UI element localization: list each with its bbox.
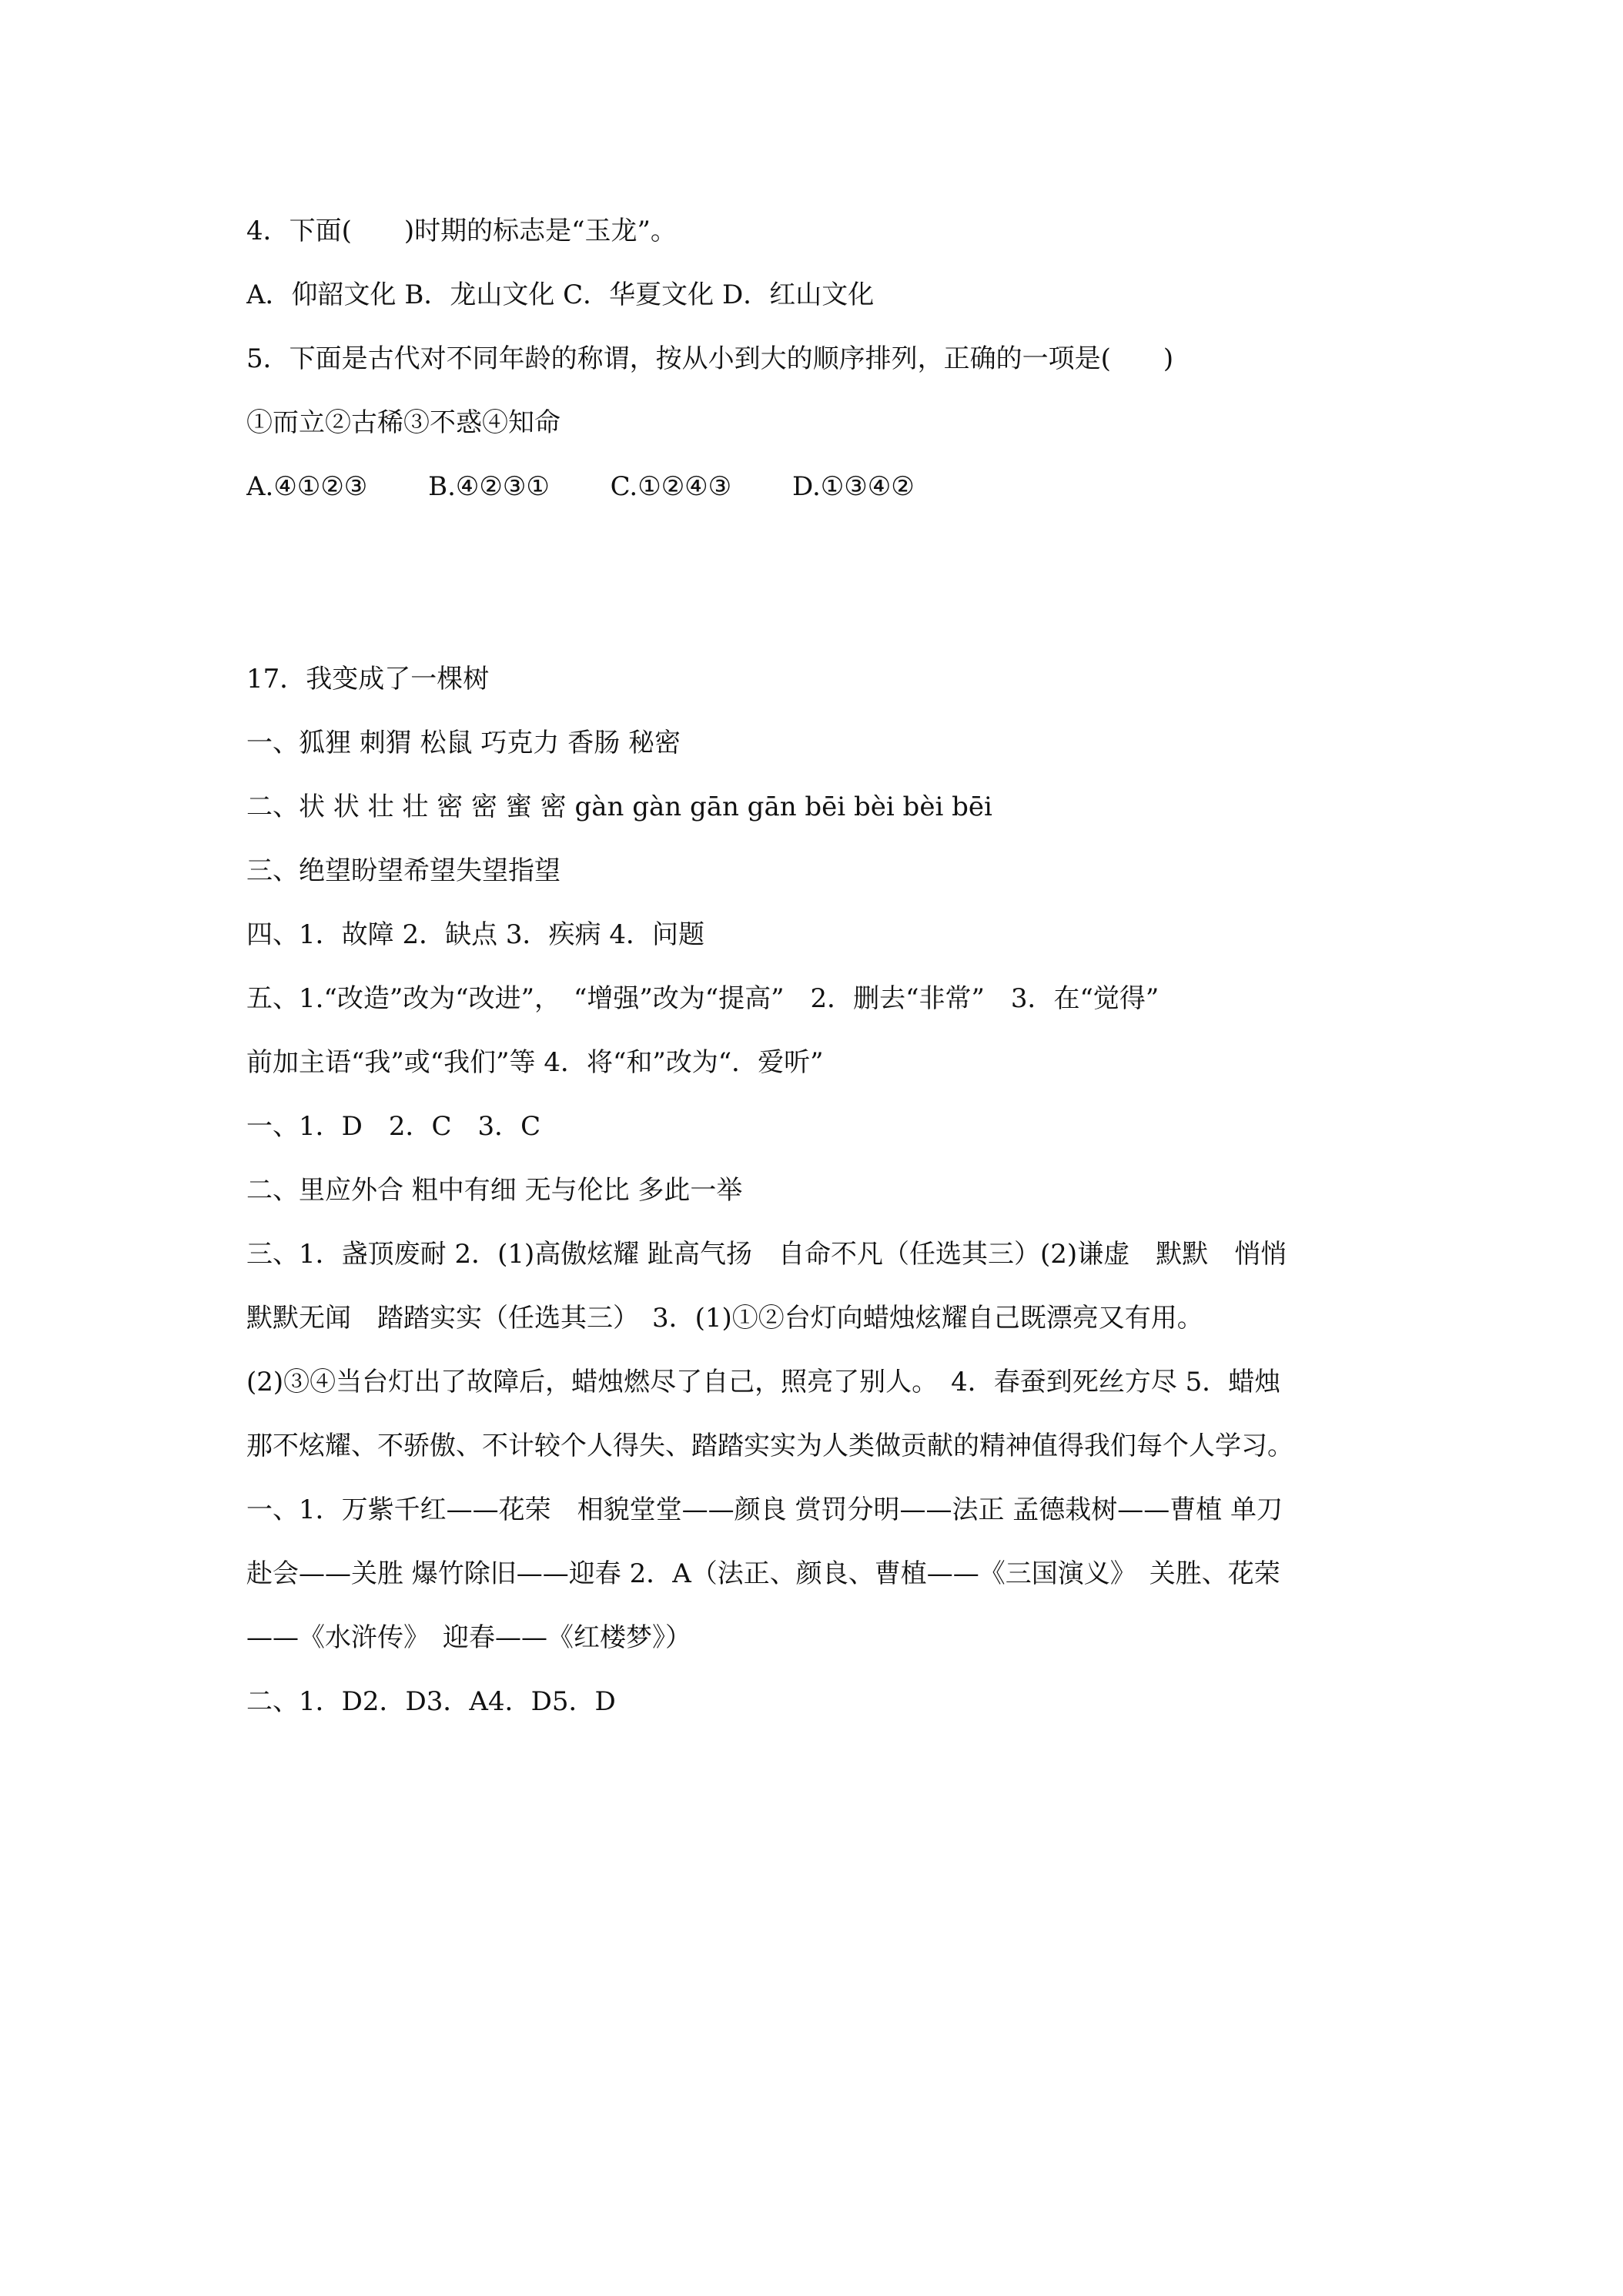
answer-line: 二、状 状 壮 壮 密 密 蜜 密 gàn gàn gān gān bēi bèi bèi bēi [246, 792, 992, 822]
question-5-items: ①而立②古稀③不惑④知命 [246, 407, 561, 438]
answer-line: 一、1．D 2．C 3．C [246, 1111, 541, 1142]
answer-line: 那不炫耀、不骄傲、不计较个人得失、踏踏实实为人类做贡献的精神值得我们每个人学习。 [246, 1431, 1293, 1461]
answer-line: 五、1.“改造”改为“改进”， “增强”改为“提高” 2．删去“非常” 3．在“觉得” [246, 983, 1160, 1014]
answer-line: 二、1．D2．D3．A4．D5．D [246, 1686, 616, 1717]
answer-line: 二、里应外合 粗中有细 无与伦比 多此一举 [246, 1175, 743, 1206]
answer-line: ——《水浒传》 迎春——《红楼梦》） [246, 1622, 691, 1653]
answer-line: 一、狐狸 刺猬 松鼠 巧克力 香肠 秘密 [246, 728, 681, 758]
answer-line: (2)③④当台灯出了故障后，蜡烛燃尽了自己，照亮了别人。 4．春蚕到死丝方尽 5．蜡烛 [246, 1367, 1281, 1397]
answer-line: 三、绝望盼望希望失望指望 [246, 855, 561, 886]
answer-line: 赴会——关胜 爆竹除旧——迎春 2．A（法正、颜良、曹植——《三国演义》 关胜、花荣 [246, 1558, 1280, 1589]
question-4: 4．下面( )时期的标志是“玉龙”。 [246, 216, 677, 246]
question-5-options: A.④①②③ B.④②③① C.①②④③ D.①③④② [246, 471, 915, 502]
answer-line: 三、1．盏顶废耐 2．(1)高傲炫耀 趾高气扬 自命不凡（任选其三）(2)谦虚 默默 悄悄 [246, 1239, 1287, 1270]
answer-line: 一、1．万紫千红——花荣 相貌堂堂——颜良 赏罚分明——法正 孟德栽树——曹植 单刀 [246, 1494, 1283, 1525]
answer-line: 前加主语“我”或“我们”等 4．将“和”改为“．爱听” [246, 1047, 824, 1078]
answer-line: 默默无闻 踏踏实实（任选其三） 3．(1)①②台灯向蜡烛炫耀自己既漂亮又有用。 [246, 1303, 1203, 1334]
question-4-options: A．仰韶文化 B．龙山文化 C．华夏文化 D．红山文化 [246, 279, 875, 310]
answer-line: 四、1．故障 2．缺点 3．疾病 4．问题 [246, 919, 704, 950]
question-5: 5．下面是古代对不同年龄的称谓，按从小到大的顺序排列，正确的一项是( ) [246, 343, 1174, 374]
answer-section-title: 17．我变成了一棵树 [246, 664, 490, 694]
